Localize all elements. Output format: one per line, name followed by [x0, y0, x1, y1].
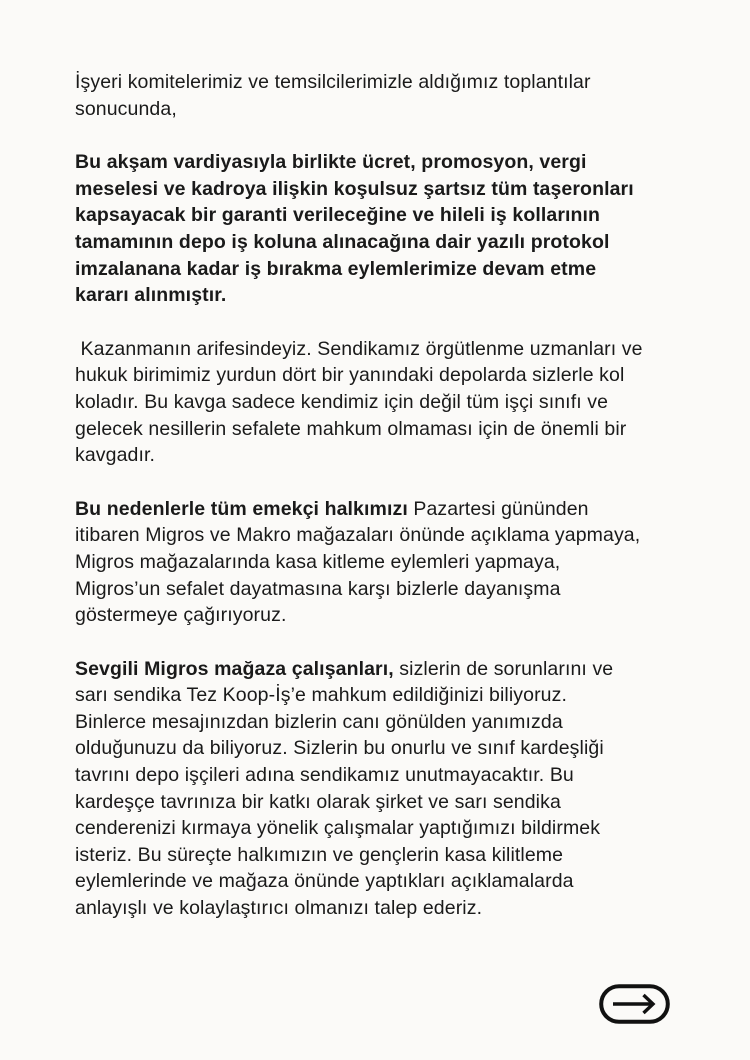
bold-text-segment: Bu nedenlerle tüm emekçi halkımızı	[75, 497, 408, 520]
body-text-segment: Pazartesi gününden itibaren Migros ve Makro mağazaları önünde açıklama yapmaya, Migros mağazalarında kasa kitleme eylemleri yapmaya, Migros’un sefalet dayatmasına karşı bizlerle dayanışma göstermeye çağırıyoruz.	[75, 497, 646, 627]
paragraph	[75, 336, 649, 469]
bold-text-segment: Bu akşam vardiyasıyla birlikte ücret, promosyon, vergi meselesi ve kadroya ilişkin koşulsuz şartsız tüm taşeronları kapsayacak bir garanti verileceğine ve hileli iş kollarının tamamının depo iş koluna alınacağına dair yazılı protokol imzalanana kadar iş bırakma eylemlerimize devam etme kararı alınmıştır.	[75, 151, 640, 307]
paragraph	[75, 496, 646, 629]
paragraph	[75, 69, 643, 122]
body-text-segment: Kazanmanın arifesindeyiz. Sendikamız örgütlenme uzmanları ve hukuk birimimiz yurdun dört bir yanındaki depolarda sizlerle kol koladır. Bu kavga sadece kendimiz için değil tüm işçi sınıfı ve gelecek nesillerin sefalete mahkum olmaması için de önemli bir kavgadır.	[75, 337, 649, 467]
bold-text-segment: Sevgili Migros mağaza çalışanları,	[75, 657, 394, 680]
paragraph	[75, 149, 643, 309]
paragraph	[75, 656, 643, 922]
arrow-right-icon	[599, 984, 670, 1024]
statement-text	[75, 69, 649, 949]
next-page-button[interactable]	[599, 984, 670, 1024]
body-text-segment: İşyeri komitelerimiz ve temsilcilerimizle aldığımız toplantılar sonucunda,	[75, 71, 597, 120]
body-text-segment: sizlerin de sorunlarını ve sarı sendika Tez Koop-İş’e mahkum edildiğinizi biliyoruz. Binlerce mesajınızdan bizlerin canı gönülden yanımızda olduğunuzu da biliyoruz. Sizlerin bu onurlu ve sınıf kardeşliği tavrını depo işçileri adına sendikamız unutmayacaktır. Bu kardeşçe tavrınıza bir katkı olarak şirket ve sarı sendika cenderenizi kırmaya yönelik çalışmalar yaptığımızı bildirmek isteriz. Bu süreçte halkımızın ve gençlerin kasa kilitleme eylemlerinde ve mağaza önünde yaptıkları açıklamalarda anlayışlı ve kolaylaştırıcı olmanızı talep ederiz.	[75, 657, 619, 920]
